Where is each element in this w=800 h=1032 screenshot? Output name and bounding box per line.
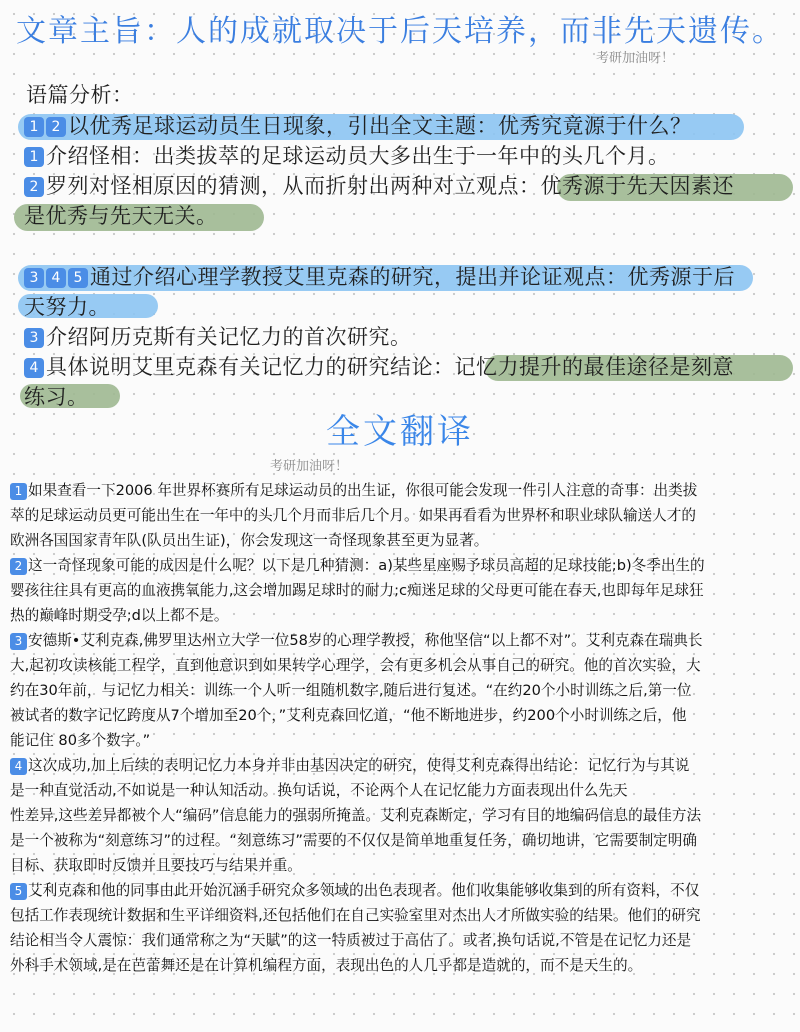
translation-paragraph-3 (10, 628, 790, 753)
translation-body (10, 478, 790, 978)
analysis-text: 以优秀足球运动员生日现象，引出全文主题：优秀究竟源于什么？ (68, 114, 692, 138)
translation-title: 全文翻译 (326, 412, 474, 452)
paragraph-line: 外科手术领域,是在芭蕾舞还是在计算机编程方面，表现出色的人几乎都是造就的，而不是天生的。 (10, 957, 643, 974)
number-badge: 4 (24, 358, 44, 378)
number-badge: 1 (10, 483, 27, 500)
translation-paragraph-5 (10, 878, 790, 978)
analysis-text: 介绍阿历克斯有关记忆力的首次研究。 (46, 325, 412, 349)
paragraph-line: 欧洲各国国家青年队(队员出生证)，你会发现这一奇怪现象甚至更为显著。 (10, 532, 489, 549)
number-badge: 4 (46, 268, 66, 288)
paragraph-line: 约在30年前，与记忆力相关：训练一个人听一组随机数字,随后进行复述。“在约20个小时训练之后,第一位 (10, 682, 692, 699)
paragraph-line: 艾利克森和他的同事由此开始沉涵手研究众多领域的出色表现者。他们收集能够收集到的所有资料，不仅 (28, 882, 700, 899)
paragraph-line: 是一个被称为“刻意练习”的过程。“刻意练习”需要的不仅仅是简单地重复任务，确切地讲，它需要制定明确 (10, 832, 697, 849)
analysis-line-5 (24, 262, 735, 292)
watermark-translation: 考研加油呀！ (270, 459, 349, 474)
paragraph-line: 结论相当令人震惊：我们通常称之为“天賦”的这一特质被过于高估了。或者,换句话说,不管是在记忆力还是 (10, 932, 692, 949)
number-badge: 2 (46, 117, 66, 137)
analysis-text: 介绍怪相：出类拔萃的足球运动员大多出生于一年中的头几个月。 (46, 144, 670, 168)
number-badge: 1 (24, 117, 44, 137)
number-badge: 2 (10, 558, 27, 575)
analysis-text: 罗列对怪相原因的猜测，从而折射出两种对立观点： (46, 174, 541, 198)
translation-paragraph-4 (10, 753, 790, 878)
paragraph-line: 大,起初攻读核能工程学，直到他意识到如果转学心理学，会有更多机会从事自己的研究。他的首次实验，大 (10, 657, 701, 674)
number-badge: 3 (10, 633, 27, 650)
analysis-highlight-text: 是优秀与先天无关。 (24, 204, 218, 228)
paragraph-line: 热的巅峰时期受孕;d以上都不是。 (10, 607, 229, 624)
analysis-line-6 (24, 292, 110, 322)
analysis-line-8 (24, 352, 734, 382)
number-badge: 3 (24, 328, 44, 348)
paragraph-line: 被试者的数字记忆跨度从7个增加至20个，”艾利克森回忆道，“他不断地进步，约200个小时训练之后，他 (10, 707, 687, 724)
paragraph-line: 目标、获取即时反馈并且要技巧与结果并重。 (10, 857, 302, 874)
analysis-text: 通过介绍心理学教授艾里克森的研究，提出并论证观点：优秀源于后 (90, 265, 735, 289)
article-theme-title: 文章主旨：人的成就取决于后天培养，而非先天遗传。 (16, 14, 784, 49)
paragraph-line: 能记住 80多个数字。” (10, 732, 151, 749)
number-badge: 4 (10, 758, 27, 775)
paragraph-line: 包括工作表现统计数据和生平详细资料,还包括他们在自己实验室里对杰出人才所做实验的结果。他们的研究 (10, 907, 701, 924)
paragraph-line: 如果查看一下2006 年世界杯赛所有足球运动员的出生证，你很可能会发现一件引人注意的奇事：出类拔 (28, 482, 698, 499)
analysis-line-4 (24, 201, 218, 231)
analysis-highlight-text: 练习。 (24, 385, 89, 409)
watermark-top: 考研加油呀！ (596, 51, 675, 66)
translation-paragraph-1 (10, 478, 790, 553)
analysis-text: 天努力。 (24, 295, 110, 319)
analysis-text: 具体说明艾里克森有关记忆力的研究结论： (46, 355, 455, 379)
analysis-highlight-text: 优秀源于先天因素还 (540, 174, 734, 198)
number-badge: 2 (24, 177, 44, 197)
translation-paragraph-2 (10, 553, 790, 628)
number-badge: 3 (24, 268, 44, 288)
analysis-line-2 (24, 141, 670, 171)
analysis-highlight-text: 记忆力提升的最佳途径是刻意 (454, 355, 734, 379)
analysis-line-1 (24, 111, 692, 141)
paragraph-line: 安德斯•艾利克森,佛罗里达州立大学一位58岁的心理学教授，称他坚信“以上都不对”。艾利克森在瑞典长 (28, 632, 703, 649)
paragraph-line: 性差异,这些差异都被个人“编码”信息能力的强弱所掩盖。艾利克森断定，学习有目的地编码信息的最佳方法 (10, 807, 702, 824)
number-badge: 5 (10, 883, 27, 900)
number-badge: 1 (24, 147, 44, 167)
paragraph-line: 是一种直觉活动,不如说是一种认知活动。换句话说，不论两个人在记忆能力方面表现出什么先天 (10, 782, 628, 799)
analysis-line-3 (24, 171, 734, 201)
paragraph-line: 这一奇怪现象可能的成因是什么呢？以下是几种猜测：a)某些星座赐予球员高超的足球技能;b)冬季出生的 (28, 557, 705, 574)
paragraph-line: 这次成功,加上后续的表明记忆力本身并非由基因决定的研究，使得艾利克森得出结论：记忆行为与其说 (28, 757, 690, 774)
number-badge: 5 (68, 268, 88, 288)
analysis-heading: 语篇分析： (26, 83, 134, 107)
paragraph-line: 萃的足球运动员更可能出生在一年中的头几个月而非后几个月。如果再看看为世界杯和职业球队输送人才的 (10, 507, 696, 524)
analysis-line-7 (24, 322, 412, 352)
paragraph-line: 婴孩往往具有更高的血液携氧能力,这会增加踢足球时的耐力;c痴迷足球的父母更可能在春天,也即每年足球狂 (10, 582, 704, 599)
